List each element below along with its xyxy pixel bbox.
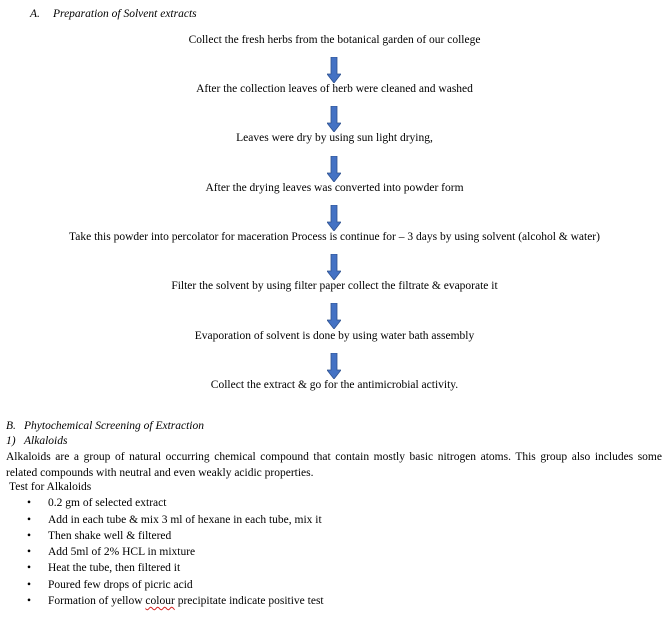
bullet-icon: • bbox=[27, 595, 32, 607]
down-arrow-icon bbox=[327, 205, 341, 231]
flow-step-2: After the collection leaves of herb were cleaned and washed bbox=[196, 83, 473, 95]
list-item bbox=[27, 514, 322, 526]
down-arrow-icon bbox=[327, 303, 341, 329]
list-item-text: Add 5ml of 2% HCL in mixture bbox=[48, 546, 196, 558]
down-arrow-icon bbox=[327, 156, 341, 182]
flow-step-8: Collect the extract & go for the antimicrobial activity. bbox=[210, 379, 459, 391]
bullet-icon: • bbox=[27, 497, 32, 509]
section-a-title: Preparation of Solvent extracts bbox=[53, 8, 197, 20]
flow-step-5: Take this powder into percolator for maceration Process is continue for – 3 days by using solvent (alcohol & water) bbox=[69, 231, 600, 243]
bullet-icon: • bbox=[27, 562, 32, 574]
down-arrow-icon bbox=[327, 106, 341, 132]
flow-step-4: After the drying leaves was converted into powder form bbox=[205, 182, 464, 194]
list-item bbox=[27, 546, 196, 558]
bullet-icon: • bbox=[27, 546, 32, 558]
list-item-text-before: Formation of yellow bbox=[48, 595, 146, 607]
down-arrow-icon bbox=[327, 254, 341, 280]
list-item bbox=[27, 497, 167, 509]
list-item-text-after: precipitate indicate positive test bbox=[174, 595, 324, 607]
down-arrow-icon bbox=[327, 57, 341, 83]
test-heading: Test for Alkaloids bbox=[9, 481, 92, 493]
subsection-title: Alkaloids bbox=[24, 435, 68, 447]
flow-step-1: Collect the fresh herbs from the botanical garden of our college bbox=[188, 34, 481, 46]
bullet-icon: • bbox=[27, 514, 32, 526]
section-a-marker: A. bbox=[30, 8, 40, 20]
bullet-icon: • bbox=[27, 530, 32, 542]
list-item-text: 0.2 gm of selected extract bbox=[48, 497, 167, 509]
list-item-text: Poured few drops of picric acid bbox=[48, 579, 193, 591]
list-item-text: Add in each tube & mix 3 ml of hexane in each tube, mix it bbox=[48, 514, 322, 526]
list-item bbox=[27, 579, 193, 591]
list-item-text bbox=[48, 595, 324, 607]
flow-step-7: Evaporation of solvent is done by using water bath assembly bbox=[194, 330, 475, 342]
list-item-text: Heat the tube, then filtered it bbox=[48, 562, 181, 574]
list-item bbox=[27, 595, 324, 607]
flow-step-3: Leaves were dry by using sun light drying, bbox=[236, 132, 433, 144]
spellcheck-flagged-word[interactable]: colour bbox=[145, 595, 175, 607]
down-arrow-icon bbox=[327, 353, 341, 379]
section-b-marker: B. bbox=[6, 420, 16, 432]
bullet-icon: • bbox=[27, 579, 32, 591]
flow-step-6: Filter the solvent by using filter paper collect the filtrate & evaporate it bbox=[171, 280, 498, 292]
list-item-text: Then shake well & filtered bbox=[48, 530, 172, 542]
section-b-title: Phytochemical Screening of Extraction bbox=[24, 420, 205, 432]
subsection-marker: 1) bbox=[6, 435, 16, 447]
alkaloids-paragraph: Alkaloids are a group of natural occurring chemical compound that contain mostly basic nitrogen atoms. This group also includes some related compounds with neutral and even weakly acidic properties. bbox=[6, 451, 662, 479]
list-item bbox=[27, 530, 172, 542]
list-item bbox=[27, 562, 181, 574]
